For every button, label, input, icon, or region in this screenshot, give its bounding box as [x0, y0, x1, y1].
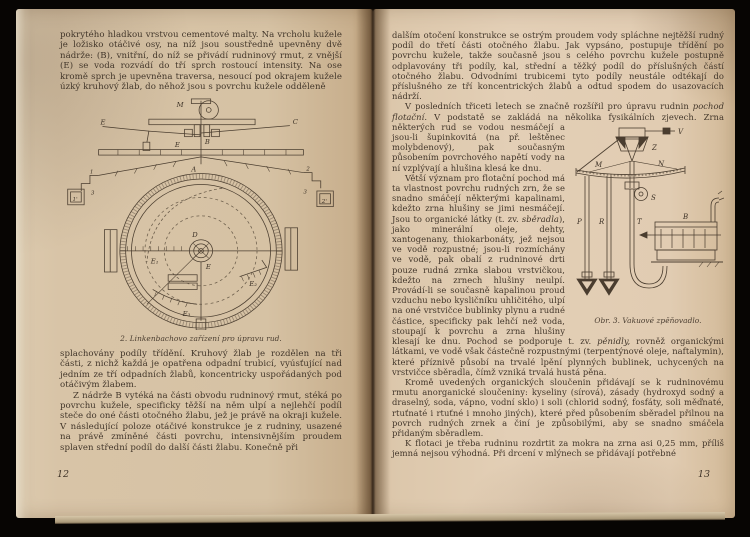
elevation-view — [68, 99, 334, 207]
paragraph-right-4: Kromě uvedených organických sloučenin přidávají se k rudninovému rmutu anorganické sloučeniny: kyseliny (sírová), zásady (hydroxyd sodný a draselný, soda, vápno, vodní sklo) i soli (chlorid sodný, fosfáty, soli měďnaté, rtuťnaté i rtuťné i mnoho jiných), které před působením sběradel přilnou na povrch rudných zrnek a činí je způsobilými, aby se snadno smáčela přidaným sběradlem. — [392, 376, 724, 438]
svg-text:E: E — [205, 263, 211, 271]
text-segment: V posledních třiceti letech se značně rozšířil pro úpravu rudnin — [405, 101, 693, 112]
svg-text:B: B — [683, 212, 689, 221]
page-number-left: 12 — [57, 469, 70, 480]
text-segment: Zrna některých rud se vodou nesmáčejí a jsou-li šupinkovitá (na př. leštěnec molybdenový), pak současným působením povrchového napětí vody na ní vzplývají a hlušina klesá ke dnu. — [392, 111, 724, 173]
svg-text:S: S — [651, 193, 656, 202]
right-page — [373, 9, 735, 518]
flotation-diagram — [572, 124, 724, 312]
italic-term: sběradla — [521, 213, 559, 224]
left-page — [16, 9, 373, 518]
svg-text:1: 1 — [89, 169, 94, 176]
text-segment: V podstatě se zakládá na několika fysikálních zjevech. — [427, 111, 697, 122]
svg-text:P: P — [577, 217, 582, 226]
svg-text:M: M — [176, 101, 184, 109]
svg-text:2': 2' — [321, 198, 327, 205]
text-segment: Větší význam pro flotační pochod má ta vlastnost povrchu rudných zrn, že se snadno smáčejí některými kapalinami, kdežto zrna hlušiny se jimi nesmáčejí. Jsou to organické látky (t. zv. — [392, 172, 565, 224]
svg-text:Z: Z — [652, 143, 657, 152]
svg-text:D: D — [192, 230, 198, 239]
text-segment: rovněž organickými látkami, ve vodě však částečně rozpustnými (terpentýnové oleje, naftalymin), které příznivě působí na trvalé lpění plynných bublinek, uchycených na vrstvičce sběradla, čímž vzniká trvalá hustá pěna. — [392, 336, 724, 377]
figure-caption-right: Obr. 3. Vakuové zpěňovadlo. — [594, 315, 702, 325]
svg-text:1': 1' — [72, 196, 78, 203]
svg-text:B: B — [204, 137, 210, 146]
flotation-labels — [576, 128, 688, 226]
svg-text:C: C — [292, 117, 298, 126]
svg-text:V: V — [678, 127, 684, 136]
svg-text:2: 2 — [306, 166, 310, 173]
svg-text:R: R — [599, 217, 605, 226]
text-segment: ), jako minerální oleje, dehty, xantogenany, thiokarbonáty, jež nejsou ve vodě rozpustné; jsou-li rozmíchány ve vodě, pak obalí z rudninové drti pouze rudná zrnka slabou vrstvičkou, kdežto na zrnech hlušiny neulpí. Provádí-li se současně kapalinou proud vzduchu nebo kysličníku uhličitého, ulpí na oné vrstvičce bublinky plynu a rudné částice, specificky pak lehčí než voda, stoupají k povrchu a zrna hlušiny klesají ke dnu. Pochod se podporuje t. zv. — [392, 213, 598, 347]
svg-text:T: T — [637, 217, 642, 226]
paragraph-left-bottom: Z nádrže B vytéká na části obvodu rudninový rmut, stéká po povrchu kužele, specificky těžší na něm ulpí a nejlehčí podíl steče do oné části otočného žlabu, jež je právě na okraji kužele. V následující poloze otáčivé konstrukce je z rudniny, usazené na právě zmíněné části povrchu, intensivnějším proudem splaven střední podíl do další části žlabu. Konečně při — [60, 390, 342, 453]
right-text-column — [392, 30, 724, 459]
svg-text:3: 3 — [90, 190, 95, 197]
figure-linkenbach — [60, 98, 342, 343]
italic-term: pochod flotační. — [392, 101, 724, 122]
italic-term: pěnidly, — [597, 336, 631, 347]
svg-text:3: 3 — [303, 189, 307, 196]
figure-caption-left: 2. Linkenbachovo zařízení pro úpravu rud. — [120, 333, 282, 343]
flotation-apparatus — [576, 128, 724, 295]
svg-text:A: A — [191, 165, 197, 174]
paragraph-left-top: pokrytého hladkou vrstvou cementové malty. Na vrcholu kužele je ložisko otáčivé osy, na níž jsou soustředně upevněny dvě nádrže: (B), vnitřní, do níž se přivádí rudninový rmut, z vnější (E) se voda rozvádí do tří sprch rostoucí intensity. Na ose kromě sprch je upevněna traversa, nesoucí pod okrajem kužele úzký kruhový žlab, do něhož jsou s povrchu kužele odděleně — [60, 30, 342, 93]
plan-view — [104, 173, 297, 330]
svg-text:E: E — [174, 140, 180, 149]
svg-text:E₁: E₁ — [150, 257, 159, 266]
page-number-right: 13 — [697, 469, 710, 480]
svg-text:E₂: E₂ — [249, 279, 258, 288]
paragraph-right-1: dalším otočení konstrukce se ostrým proudem vody spláchne nejtěžší rudný podíl do třetí části otočného žlabu. Jak vypsáno, postupuje třídění po povrchu kužele, takže současně jsou s celého povrchu kužele postupně odplavovány tři podíly, kal, střední a těžký podíl do příslušných částí otočného žlabu. Odvodními trubicemi tyto podíly neustále odtékají do příslušného ze tří koncentrických žlabů a odtud spodem do usazovacích nádrží. — [392, 30, 724, 102]
linkenbach-diagram — [60, 98, 342, 330]
svg-text:N: N — [658, 159, 665, 168]
left-text-column — [60, 30, 342, 453]
svg-text:M: M — [595, 160, 603, 169]
paragraph-left-mid: splachovány podíly třídění. Kruhový žlab je rozdělen na tři části, z nichž každá je opatřena odpadní trubicí, vyúsťující nad jedním ze tří odpadních žlabů, koncentricky uspořádaných pod otáčivým žlabem. — [60, 348, 342, 391]
svg-text:E: E — [100, 118, 106, 127]
svg-text:E₃: E₃ — [182, 310, 191, 318]
paragraph-right-5: K flotaci je třeba rudninu rozdrtit za mokra na zrna asi 0,25 mm, příliš jemná nejsou výhodná. Při drcení v mlýnech se přidávají potřebné — [392, 438, 724, 459]
figure-flotation — [572, 124, 724, 325]
